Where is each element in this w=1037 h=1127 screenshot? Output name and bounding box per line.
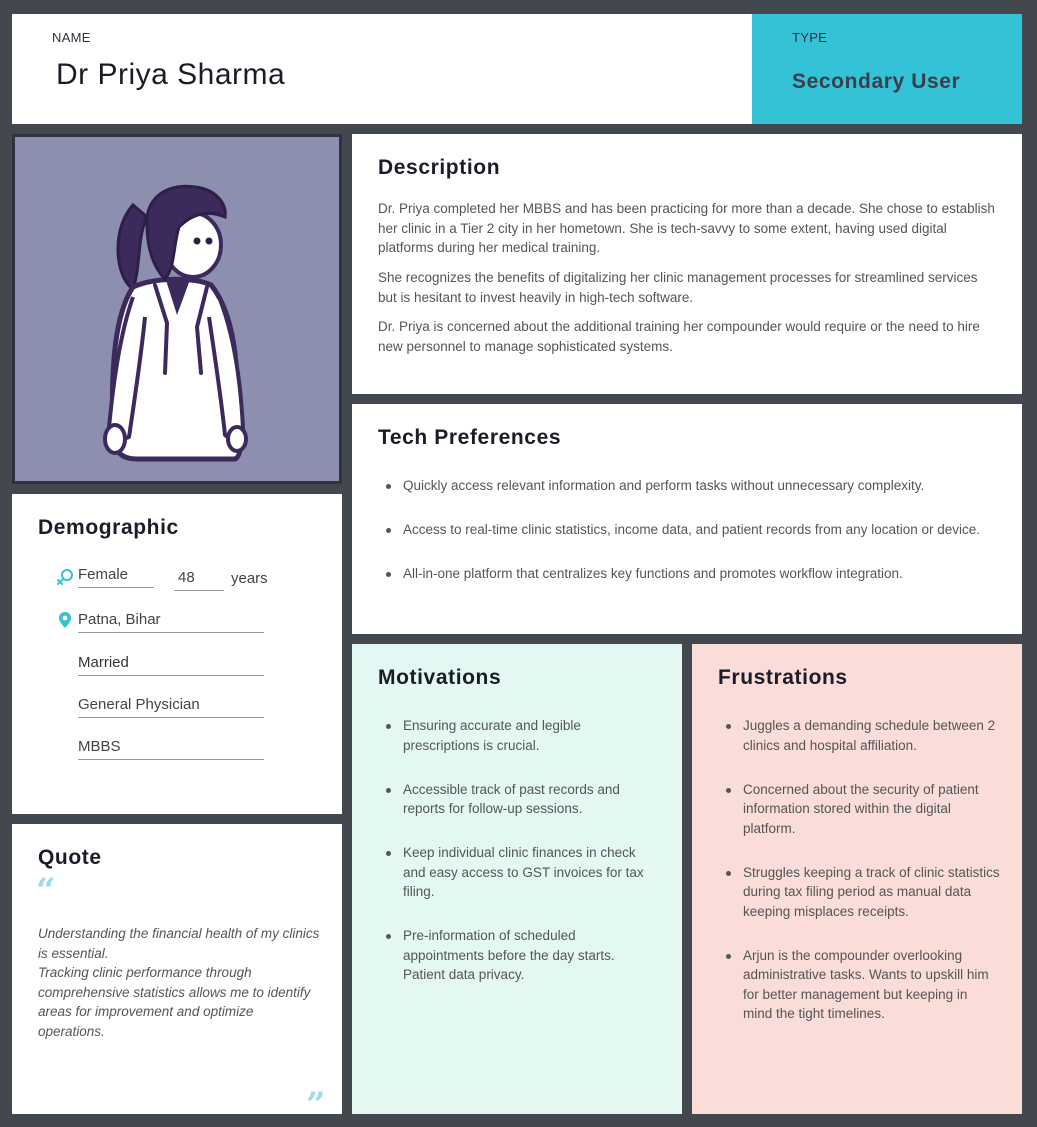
list-item: Arjun is the compounder overlooking administrative tasks. Wants to upskill him for better management but keeping in mind the tight timelines.	[718, 946, 1000, 1024]
doctor-illustration	[15, 137, 339, 481]
marital-status-field: Married	[78, 654, 264, 676]
open-quote-icon: “	[36, 871, 56, 911]
quote-heading: Quote	[38, 846, 102, 869]
avatar	[12, 134, 342, 484]
location-pin-icon	[58, 611, 72, 629]
persona-name: Dr Priya Sharma	[56, 58, 286, 91]
age-field: 48	[174, 569, 224, 591]
type-label: TYPE	[792, 30, 828, 45]
type-card	[752, 14, 1022, 124]
close-quote-icon: ”	[306, 1085, 326, 1125]
list-item: Accessible track of past records and reports for follow-up sessions.	[378, 780, 660, 819]
list-item: Access to real-time clinic statistics, income data, and patient records from any location or device.	[378, 520, 998, 540]
description-card	[352, 134, 1022, 394]
list-item: All-in-one platform that centralizes key functions and promotes workflow integration.	[378, 564, 998, 584]
demographic-card	[12, 494, 342, 814]
list-item: Pre-information of scheduled appointments before the day starts. Patient data privacy.	[378, 926, 660, 985]
frustrations-card	[692, 644, 1022, 1114]
frustrations-list	[718, 716, 1000, 1048]
gender-female-icon	[56, 568, 74, 586]
quote-line-1: Understanding the financial health of my clinics is essential.	[38, 926, 320, 961]
demographic-heading: Demographic	[38, 516, 179, 539]
location-field: Patna, Bihar	[78, 611, 264, 633]
quote-line-2: Tracking clinic performance through comprehensive statistics allows me to identify areas for improvement and optimize operations.	[38, 965, 311, 1039]
frustrations-heading: Frustrations	[718, 666, 848, 689]
age-unit-label: years	[231, 570, 268, 587]
description-heading: Description	[378, 156, 501, 179]
motivations-heading: Motivations	[378, 666, 502, 689]
name-label: NAME	[52, 30, 91, 45]
description-paragraph: Dr. Priya completed her MBBS and has been practicing for more than a decade. She chose to establish her clinic in a Tier 2 city in her hometown. She is tech-savvy to some extent, having used digital platforms during her medical training.	[378, 201, 995, 255]
tech-preferences-card	[352, 404, 1022, 634]
tech-preferences-list	[378, 476, 998, 608]
quote-card	[12, 824, 342, 1125]
tech-preferences-heading: Tech Preferences	[378, 426, 562, 449]
motivations-list	[378, 716, 660, 1009]
education-field: MBBS	[78, 738, 264, 760]
list-item: Juggles a demanding schedule between 2 clinics and hospital affiliation.	[718, 716, 1000, 755]
list-item: Concerned about the security of patient information stored within the digital platform.	[718, 780, 1000, 839]
list-item: Struggles keeping a track of clinic statistics during tax filing period as manual data keeping misplaces receipts.	[718, 863, 1000, 922]
occupation-field: General Physician	[78, 696, 264, 718]
gender-field: Female	[78, 566, 154, 588]
list-item: Quickly access relevant information and perform tasks without unnecessary complexity.	[378, 476, 998, 496]
list-item: Keep individual clinic finances in check and easy access to GST invoices for tax filing.	[378, 843, 660, 902]
list-item: Ensuring accurate and legible prescriptions is crucial.	[378, 716, 660, 755]
description-paragraph: She recognizes the benefits of digitalizing her clinic management processes for streamlined services but is hesitant to invest heavily in high-tech software.	[378, 270, 978, 305]
motivations-card	[352, 644, 682, 1114]
persona-type: Secondary User	[792, 70, 961, 93]
name-card	[12, 14, 752, 124]
description-paragraph: Dr. Priya is concerned about the additional training her compounder would require or the need to hire new personnel to manage sophisticated systems.	[378, 319, 980, 354]
